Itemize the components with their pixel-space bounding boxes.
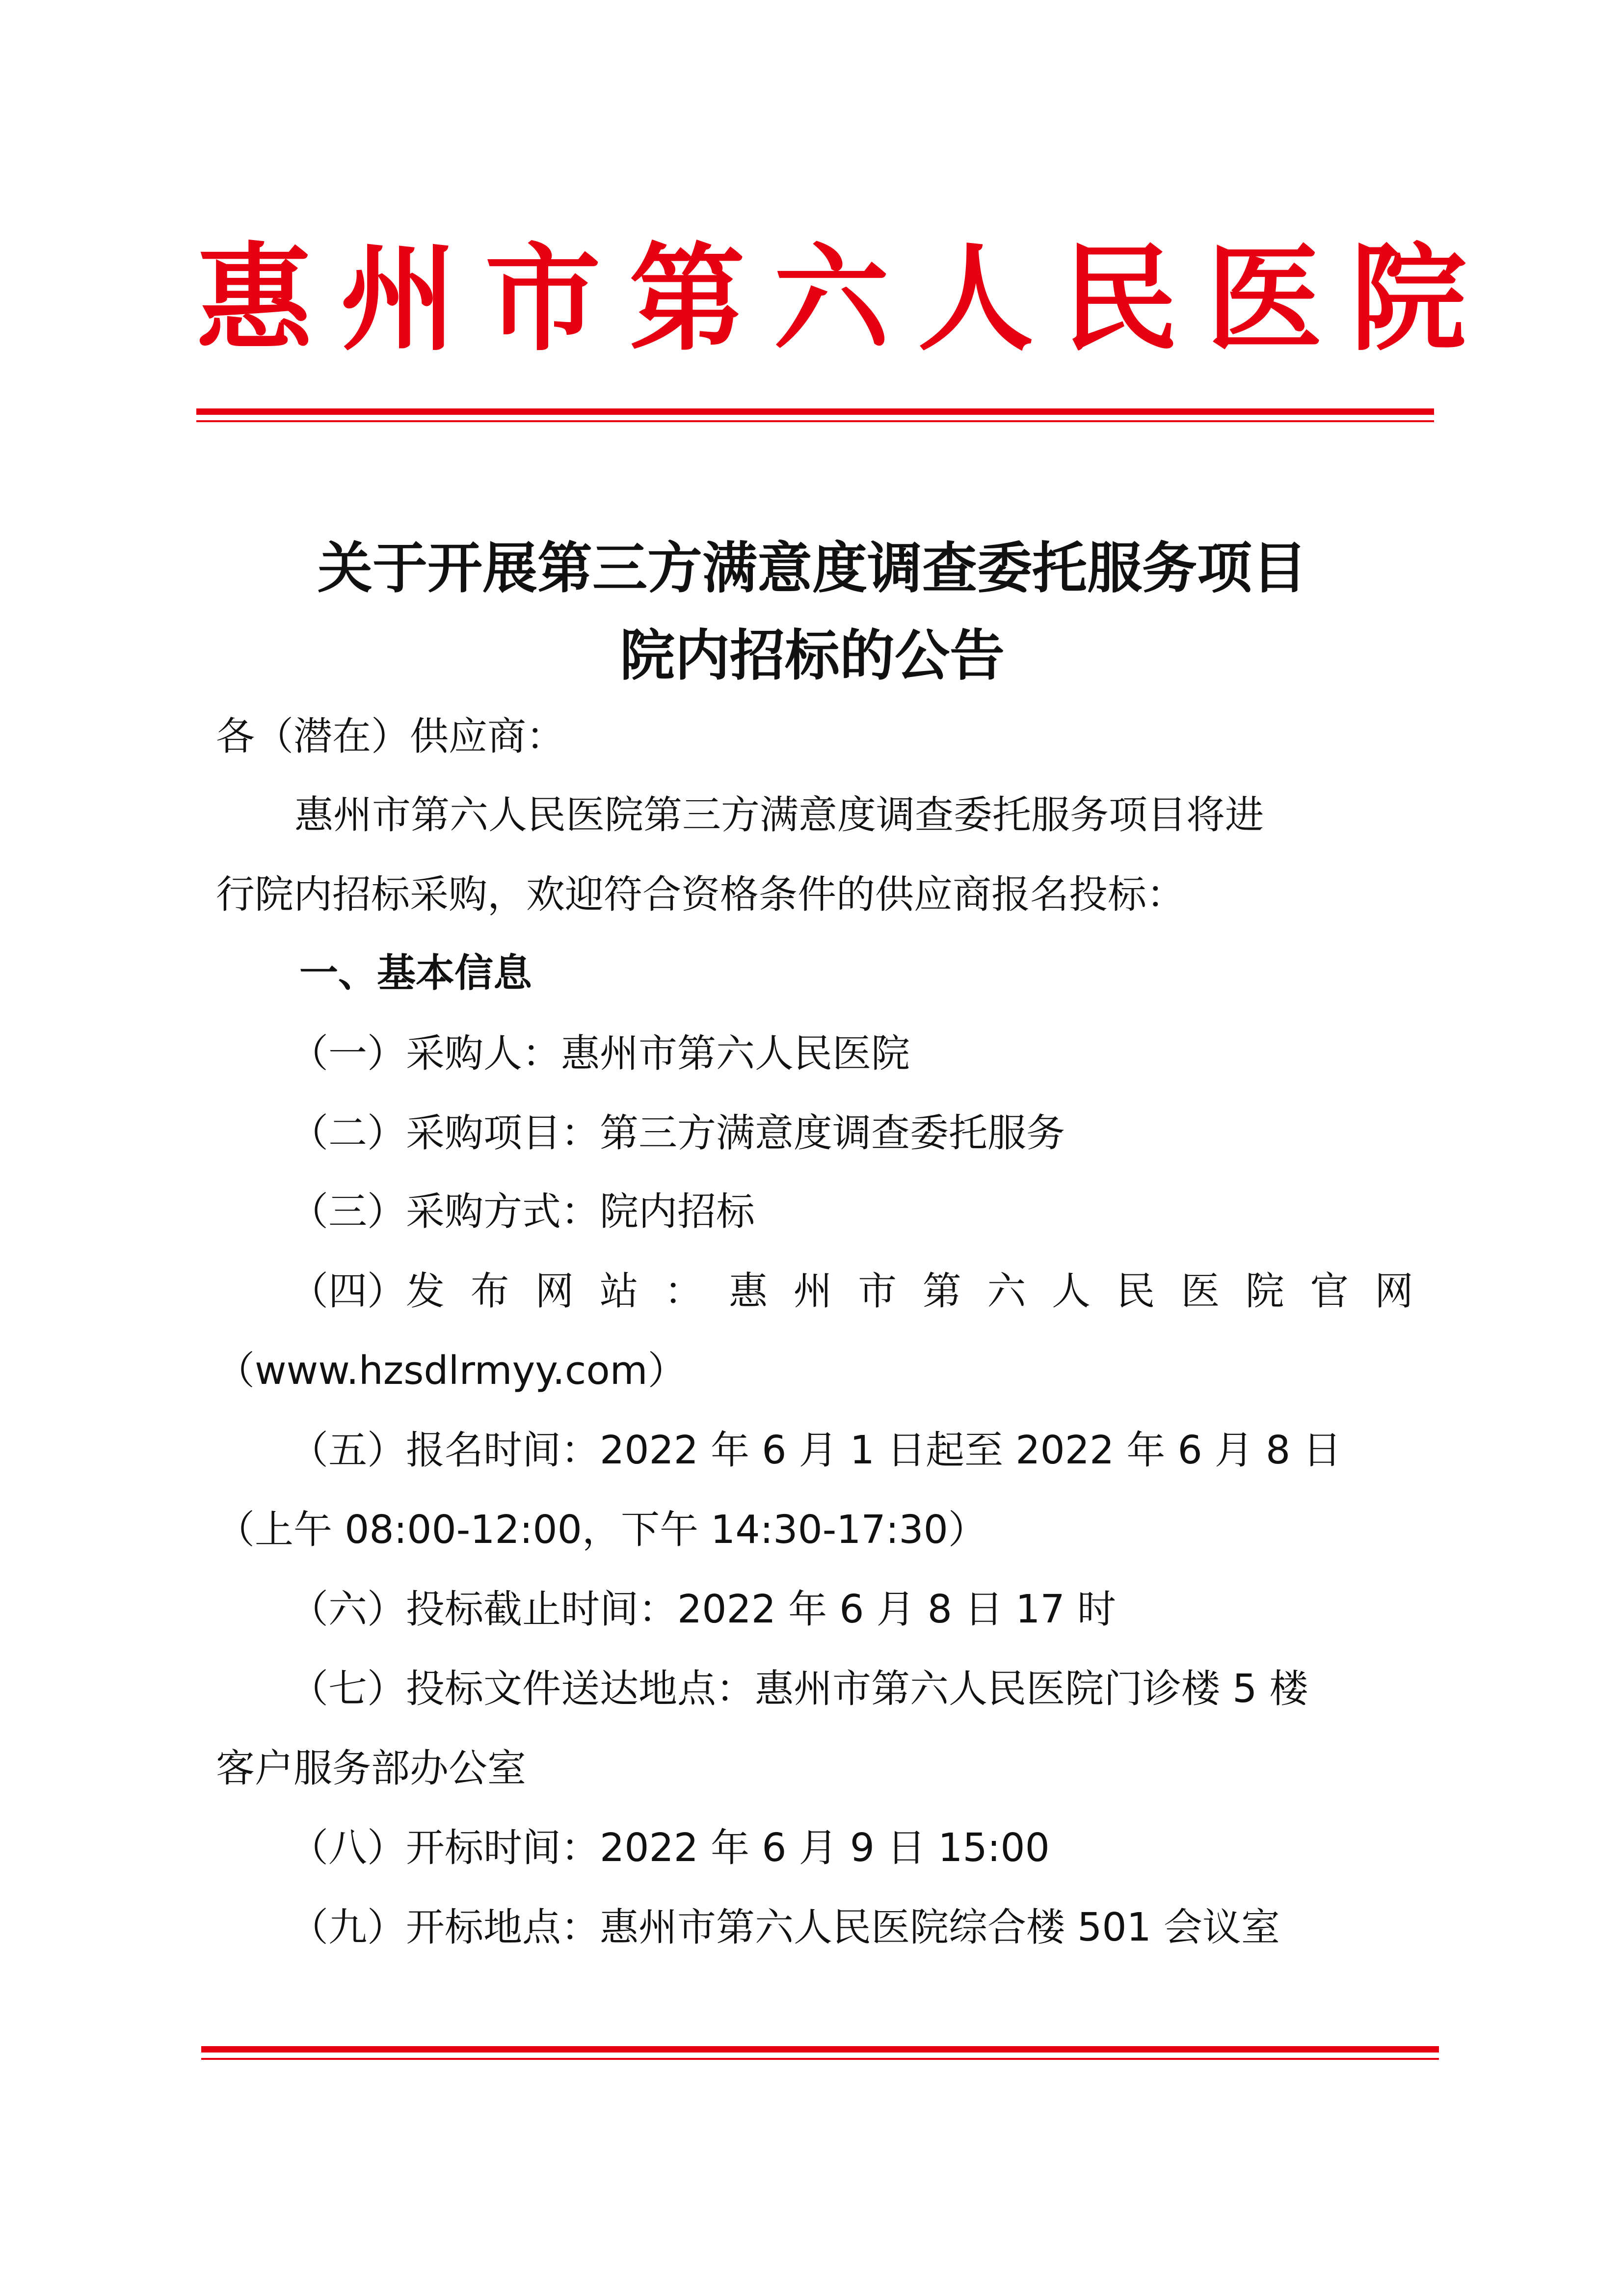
intro-line-2: 行院内招标采购，欢迎符合资格条件的供应商报名投标：: [216, 872, 1185, 917]
item-website-char: 州: [793, 1269, 832, 1314]
item-website-char: 惠: [728, 1269, 768, 1314]
item-website-char: 六: [987, 1269, 1026, 1314]
item-method: （三）采购方式：院内招标: [290, 1189, 755, 1234]
institution-header: 惠州市第六人民医院: [196, 232, 1495, 367]
header-rule-thin: [196, 420, 1434, 422]
intro-line-1: 惠州市第六人民医院第三方满意度调查委托服务项目将进: [294, 792, 1264, 837]
item-bid-opening-time: （八）开标时间：2022 年 6 月 9 日 15:00: [290, 1825, 1050, 1870]
item-purchaser: （一）采购人：惠州市第六人民医院: [290, 1031, 910, 1076]
item-website-char: 人: [1051, 1269, 1091, 1314]
notice-title-line1: 关于开展第三方满意度调查委托服务项目: [318, 536, 1307, 600]
item-website-char: 医: [1181, 1269, 1220, 1314]
item-website-char: 第: [922, 1269, 961, 1314]
item-project: （二）采购项目：第三方满意度调查委托服务: [290, 1110, 1065, 1156]
item-website-char: 院: [1245, 1269, 1284, 1314]
item-website-char: 市: [858, 1269, 897, 1314]
item-website-char: 网: [1374, 1269, 1413, 1314]
item-website-char: ：: [664, 1269, 703, 1314]
item-bid-opening-place: （九）开标地点：惠州市第六人民医院综合楼 501 会议室: [290, 1905, 1280, 1950]
item-website-char: 民: [1116, 1269, 1155, 1314]
item-bid-delivery-place: （七）投标文件送达地点：惠州市第六人民医院门诊楼 5 楼: [290, 1666, 1308, 1711]
item-website-char: 网: [535, 1269, 574, 1314]
item-website-url: （www.hzsdlrmyy.com）: [216, 1348, 687, 1393]
item-bid-delivery-office: 客户服务部办公室: [216, 1746, 526, 1791]
item-registration-hours: （上午 08:00-12:00，下午 14:30-17:30）: [216, 1507, 987, 1552]
item-registration-time: （五）报名时间：2022 年 6 月 1 日起至 2022 年 6 月 8 日: [290, 1428, 1342, 1473]
salutation: 各（潜在）供应商：: [216, 714, 565, 759]
item-website-char: （四）发: [290, 1269, 445, 1314]
footer-rule-thick: [201, 2046, 1439, 2053]
item-website-char: 布: [470, 1269, 509, 1314]
header-rule-thick: [196, 408, 1434, 415]
notice-title-line2: 院内招标的公告: [620, 623, 1005, 688]
footer-rule-thin: [201, 2058, 1439, 2060]
item-website-char: 站: [599, 1269, 639, 1314]
item-website-line1: [290, 1262, 1413, 1321]
section-heading-basic-info: 一、基本信息: [299, 950, 532, 996]
item-bid-deadline: （六）投标截止时间：2022 年 6 月 8 日 17 时: [290, 1587, 1116, 1632]
item-website-char: 官: [1310, 1269, 1349, 1314]
